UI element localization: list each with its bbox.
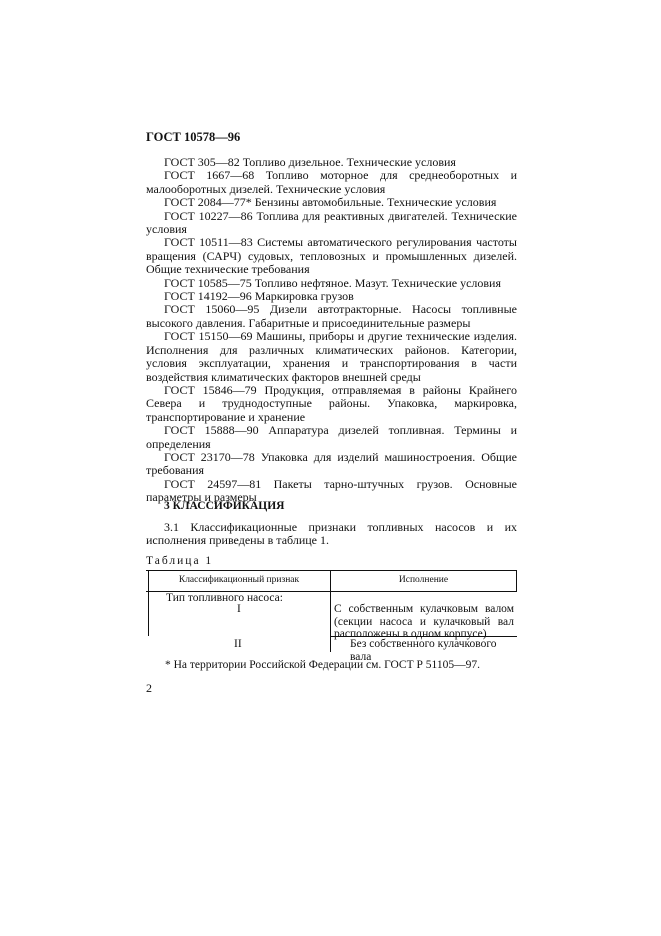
reference-item: ГОСТ 15150—69 Машины, приборы и другие технические изделия. Исполнения для различных климатических районов. Категории, условия эксплуатации, хранения и транспортирования в части воздействия климатических факторов внешней среды <box>146 329 517 384</box>
table-right-border <box>516 570 517 591</box>
reference-item: ГОСТ 15846—79 Продукция, отправляемая в районы Крайнего Севера и труднодоступные районы. Упаковка, маркировка, транспортирование и хранение <box>146 382 517 424</box>
table-execution-cell: С собственным кулачковым валом (секции насоса и кулачковый вал расположены в одном корпусе) <box>334 603 514 640</box>
table-execution-cell: Без собственного кулачкового вала <box>350 638 497 663</box>
reference-item: ГОСТ 10585—75 Топливо нефтяное. Мазут. Технические условия <box>164 275 501 290</box>
table-header-execution: Исполнение <box>398 575 449 585</box>
reference-item: ГОСТ 24597—81 Пакеты тарно-штучных грузов. Основные параметры и размеры <box>146 476 517 505</box>
classification-table <box>146 570 517 663</box>
reference-item: ГОСТ 10511—83 Системы автоматического регулирования частоты вращения (САРЧ) судовых, тепловозных и промышленных дизелей. Общие технические требования <box>146 235 517 277</box>
reference-item: ГОСТ 14192—96 Маркировка грузов <box>164 289 354 304</box>
table-top-border <box>146 570 517 571</box>
reference-item: ГОСТ 305—82 Топливо дизельное. Технические условия <box>164 155 456 169</box>
table-caption: Таблица 1 <box>146 555 214 567</box>
table-header-classification: Классификационный признак <box>178 575 300 585</box>
reference-item: ГОСТ 15060—95 Дизели автотракторные. Насосы топливные высокого давления. Габаритные и присоединительные размеры <box>146 302 517 330</box>
document-header: ГОСТ 10578—96 <box>146 130 241 144</box>
reference-item: ГОСТ 1667—68 Топливо моторное для среднеоборотных и малооборотных дизелей. Технические условия <box>146 168 517 196</box>
table-left-border-body <box>148 591 149 636</box>
reference-item: ГОСТ 10227—86 Топлива для реактивных двигателей. Технические условия <box>146 208 517 237</box>
reference-item: ГОСТ 2084—77* Бензины автомобильные. Технические условия <box>164 195 497 210</box>
reference-item: ГОСТ 23170—78 Упаковка для изделий машиностроения. Общие требования <box>146 449 517 478</box>
references-list <box>146 156 517 505</box>
table-type-cell: II <box>234 638 242 650</box>
table-group-label: Тип топливного насоса: <box>166 592 283 604</box>
section-title: 3 КЛАССИФИКАЦИЯ <box>164 500 285 512</box>
footnote: * На территории Российской Федерации см. ГОСТ Р 51105—97. <box>165 659 480 671</box>
paragraph: 3.1 Классификационные признаки топливных насосов и их исполнения приведены в таблице 1. <box>146 520 517 548</box>
table-type-cell: I <box>237 603 241 615</box>
page-number: 2 <box>146 681 152 695</box>
reference-item: ГОСТ 15888—90 Аппаратура дизелей топливная. Термины и определения <box>146 423 517 451</box>
